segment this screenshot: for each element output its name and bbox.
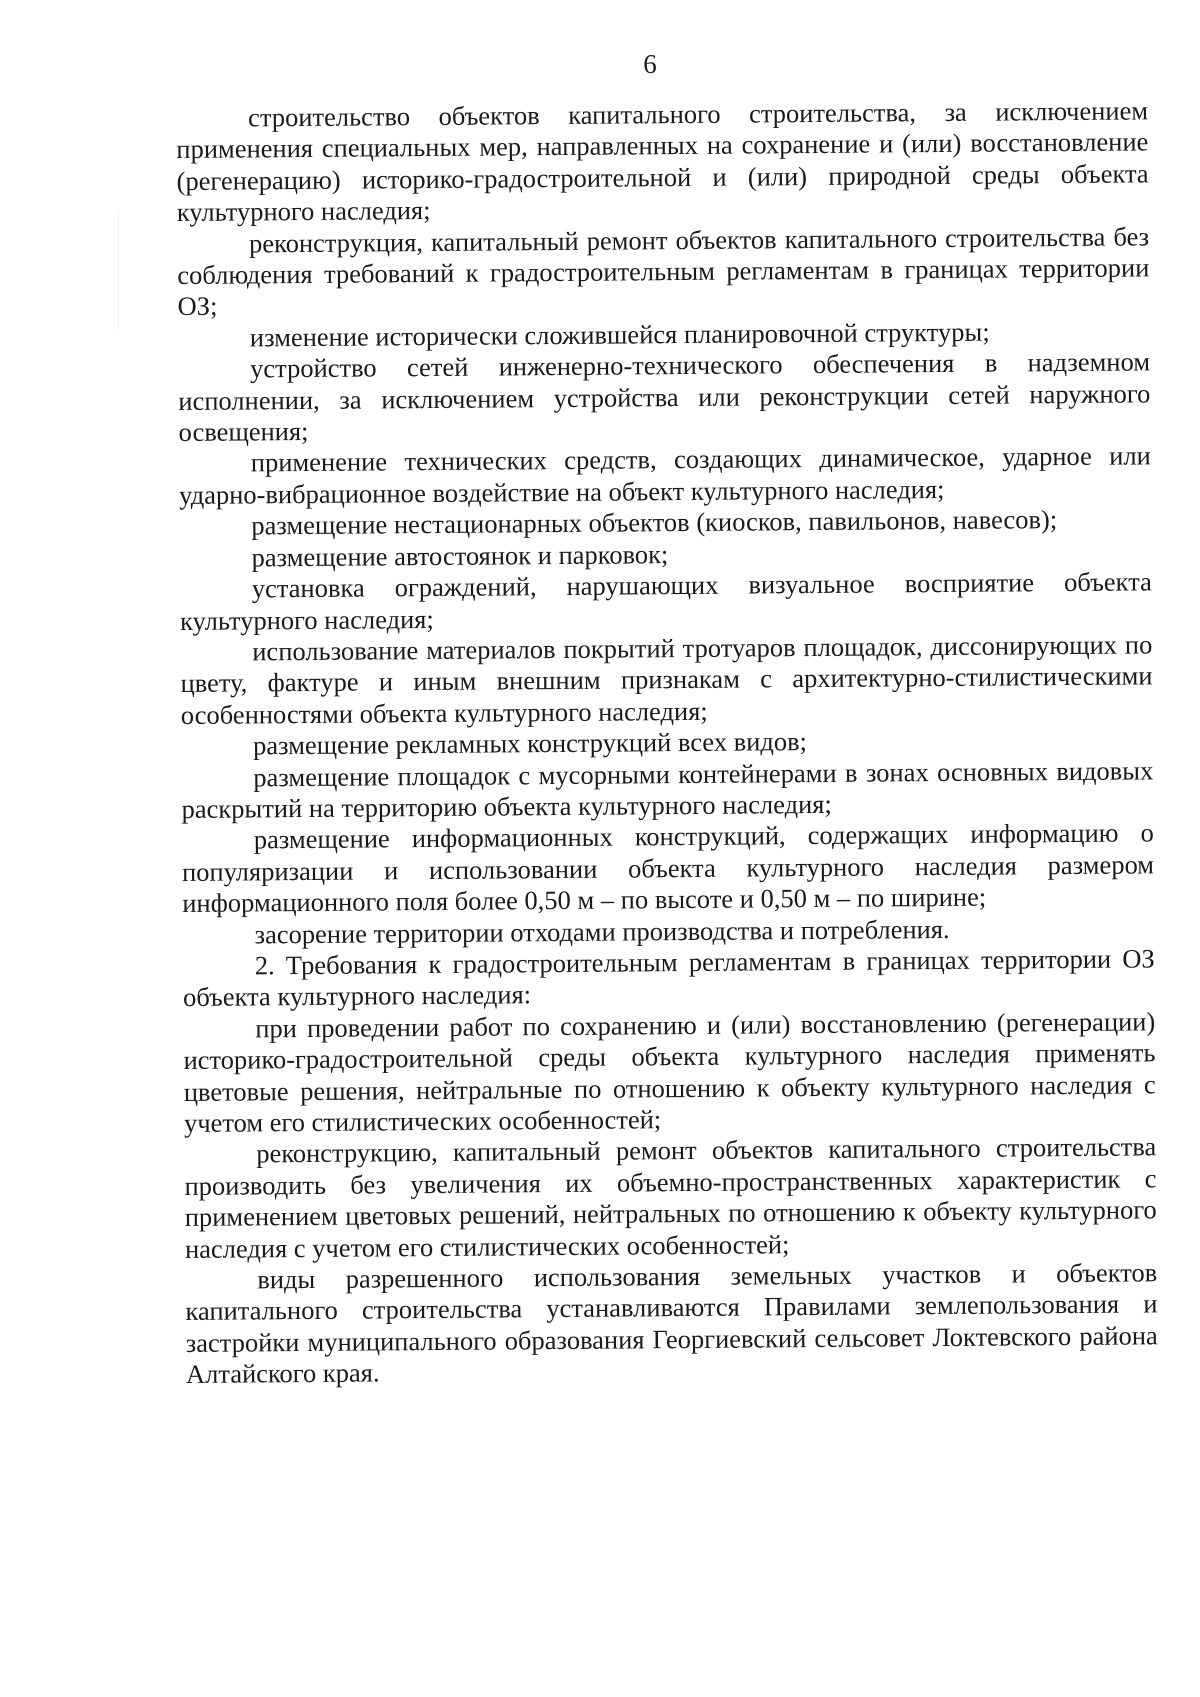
- paragraph-5: применение технических средств, создающих динамическое, ударное или ударно-вибрационное воздействие на объект культурного наследия;: [178, 440, 1151, 510]
- paragraph-2: реконструкция, капитальный ремонт объектов капитального строительства без соблюдения требований к градостроительным регламентам в границах территории ОЗ;: [177, 220, 1150, 322]
- paragraph-13: засорение территории отходами производства и потребления.: [254, 913, 950, 949]
- paragraph-16: реконструкцию, капитальный ремонт объектов капитального строительства производить без увеличения их объемно-пространственных характеристик с применением цветовых решений, нейтральных по отношению к объекту культурного наследия с учетом его стилистических особенностей;: [184, 1131, 1157, 1264]
- paragraph-9: использование материалов покрытий тротуаров площадок, диссонирующих по цвету, фактуре и иным внешним признакам с архитектурно-стилистическими особенностями объекта культурного наследия;: [180, 629, 1153, 730]
- document-body: [176, 95, 1158, 1390]
- paragraph-10: размещение рекламных конструкций всех видов;: [252, 726, 808, 761]
- paragraph-14: 2. Требования к градостроительным регламентам в границах территории ОЗ объекта культурного наследия:: [182, 943, 1155, 1013]
- scan-artifact: [118, 210, 119, 330]
- paragraph-4: устройство сетей инженерно-технического обеспечения в надземном исполнении, за исключением устройства или реконструкции сетей наружного освещения;: [178, 346, 1151, 448]
- paragraph-7: размещение автостоянок и парковок;: [251, 538, 669, 573]
- paragraph-3: изменение исторически сложившейся планировочной структуры;: [249, 316, 990, 353]
- paragraph-11: размещение площадок с мусорными контейнерами в зонах основных видовых раскрытий на территорию объекта культурного наследия;: [181, 754, 1154, 824]
- page-number: 6: [643, 49, 657, 79]
- paragraph-1: строительство объектов капитального строительства, за исключением применения специальных мер, направленных на сохранение и (или) восстановление (регенерацию) историко-градостроительной и (или) природной среды объекта культурного наследия;: [176, 95, 1149, 228]
- paragraph-12: размещение информационных конструкций, содержащих информацию о популяризации и использовании объекта культурного наследия размером информационного поля более 0,50 м – по высоте и 0,50 м – по ширине;: [181, 817, 1155, 919]
- paragraph-6: размещение нестационарных объектов (киосков, павильонов, навесов);: [251, 504, 1058, 541]
- paragraph-15: при проведении работ по сохранению и (или) восстановлению (регенерации) историко-градостроительной среды объекта культурного наследия применять цветовые решения, нейтральные по отношению к объекту культурного наследия с учетом его стилистических особенностей;: [183, 1006, 1156, 1138]
- paragraph-8: установка ограждений, нарушающих визуальное восприятие объекта культурного наследия;: [179, 566, 1152, 636]
- paragraph-17: виды разрешенного использования земельных участков и объектов капитального строительства устанавливаются Правилами землепользования и застройки муниципального образования Георгиевский сельсовет Локтевского района Алтайского края.: [185, 1257, 1158, 1390]
